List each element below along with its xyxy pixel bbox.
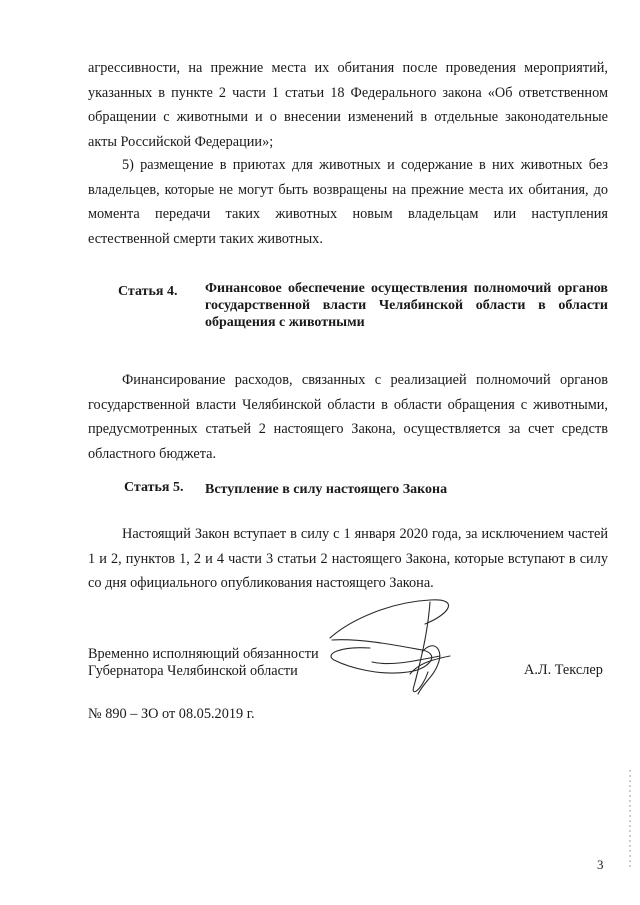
article-4-body: Финансирование расходов, связанных с реализацией полномочий органов государственной власти Челябинской области в области обращения с животными, предусмотренных статьей 2 настоящего Закона, осуществляется за счет средств областного бюджета. — [88, 372, 608, 462]
handwritten-signature — [310, 590, 480, 700]
paragraph-item-5: 5) размещение в приютах для животных и содержание в них животных без владельцев, которые не могут быть возвращены на прежние места их обитания, до момента передачи таких животных новым владельцам или наступления естественной смерти таких животных. — [88, 157, 608, 247]
paragraph-continuation: агрессивности, на прежние места их обитания после проведения мероприятий, указанных в пункте 2 части 1 статьи 18 Федерального закона «Об ответственном обращении с животными и о внесении изменений в отдельные законодательные акты Российской Федерации»; — [88, 60, 608, 150]
article-5-number: Статья 5. — [124, 480, 184, 495]
law-number: № 890 – ЗО от 08.05.2019 г. — [88, 706, 255, 722]
article-4-number: Статья 4. — [118, 284, 178, 299]
scan-edge-mark — [628, 770, 632, 870]
article-5-body: Настоящий Закон вступает в силу с 1 января 2020 года, за исключением частей 1 и 2, пунктов 1, 2 и 4 части 3 статьи 2 настоящего Закона, которые вступают в силу со дня официального опубликования настоящего Закона. — [88, 526, 608, 591]
signatory-name: А.Л. Текслер — [524, 662, 603, 678]
signatory-position-line2: Губернатора Челябинской области — [88, 663, 298, 679]
signatory-position — [88, 646, 348, 680]
article-5-title: Вступление в силу настоящего Закона — [205, 482, 448, 497]
signatory-position-line1: Временно исполняющий обязанности — [88, 646, 319, 662]
page-number: 3 — [597, 857, 604, 872]
article-4-title: Финансовое обеспечение осуществления полномочий органов государственной власти Челябинской области в области обращения с животными — [205, 281, 608, 330]
